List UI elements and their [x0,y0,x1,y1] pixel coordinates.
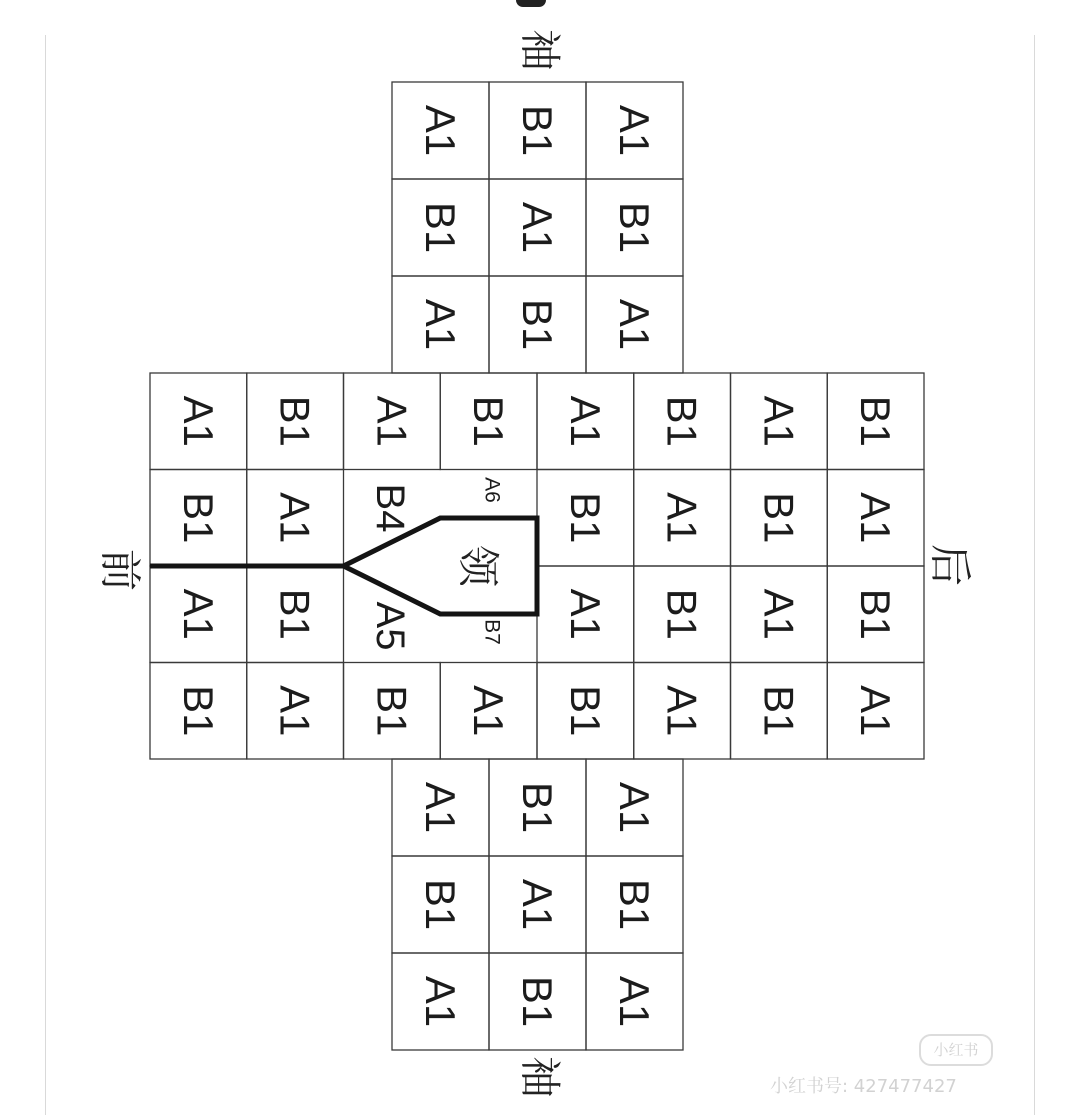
bottom-sleeve-cell-label: A1 [514,878,561,931]
body-cell-label: A1 [271,492,319,544]
body-cell-label: A1 [852,492,900,544]
bottom-sleeve-cell-label: B1 [611,878,658,931]
body-cell-label: A1 [755,588,803,640]
body-cell-label: A1 [271,685,319,737]
body-cell-label: A1 [174,395,222,447]
watermark-account-id: 小红书号: 427477427 [770,1076,957,1097]
front-label: 前 [96,548,144,592]
body-cell-label: B1 [561,492,609,544]
body-cell-label: A1 [561,588,609,640]
collar-label: 领 [454,544,502,588]
top-sleeve-cell-label: A1 [611,298,658,351]
body-cell-label: A1 [755,395,803,447]
body-cell-label: B1 [174,492,222,544]
body-cell-label: B1 [174,685,222,737]
top-sleeve-cell-label: B1 [514,298,561,351]
collar-cell-label: B4 [368,483,412,533]
sleeve-top-label: 袖 [516,28,564,72]
body-cell-label: A1 [658,492,706,544]
body-cell-label: B1 [368,685,416,737]
body-cell-label: A1 [561,395,609,447]
bottom-sleeve-cell-label: B1 [514,975,561,1028]
body-cell-label: B1 [852,395,900,447]
body-cell-label: B1 [465,395,513,447]
body-cell-label: A1 [368,395,416,447]
bottom-sleeve-cell-label: A1 [417,781,464,834]
body-cell-label: B1 [271,395,319,447]
back-label: 后 [926,543,974,587]
body-cell-label: A1 [658,685,706,737]
bottom-sleeve-cell-label: A1 [611,781,658,834]
sleeve-bottom-label: 袖 [516,1055,564,1099]
collar-cell-label: A6 [480,477,504,503]
body-cell-label: B1 [755,492,803,544]
body-cell-label: B1 [755,685,803,737]
body-cell-label: A1 [465,685,513,737]
body-cell-label: B1 [852,588,900,640]
top-sleeve-cell-label: A1 [417,104,464,157]
bottom-sleeve-cell-label: B1 [514,781,561,834]
top-sleeve-cell-label: A1 [417,298,464,351]
body-cell-label: B1 [658,588,706,640]
top-sleeve-cell-label: A1 [514,201,561,254]
body-cell-label: B1 [561,685,609,737]
collar-cell-label: B7 [480,619,504,645]
top-sleeve-cell-label: B1 [611,201,658,254]
body-cell-label: B1 [658,395,706,447]
collar-cell-label: A5 [368,601,412,651]
bottom-sleeve-cell-label: A1 [611,975,658,1028]
body-cell-label: A1 [174,588,222,640]
bottom-sleeve-cell-label: A1 [417,975,464,1028]
top-sleeve-cell-label: B1 [417,201,464,254]
body-cell-label: A1 [852,685,900,737]
bottom-sleeve-cell-label: B1 [417,878,464,931]
body-cell-label: B1 [271,588,319,640]
top-sleeve-cell-label: A1 [611,104,658,157]
watermark-logo: 小红书 [919,1034,993,1066]
top-sleeve-cell-label: B1 [514,104,561,157]
